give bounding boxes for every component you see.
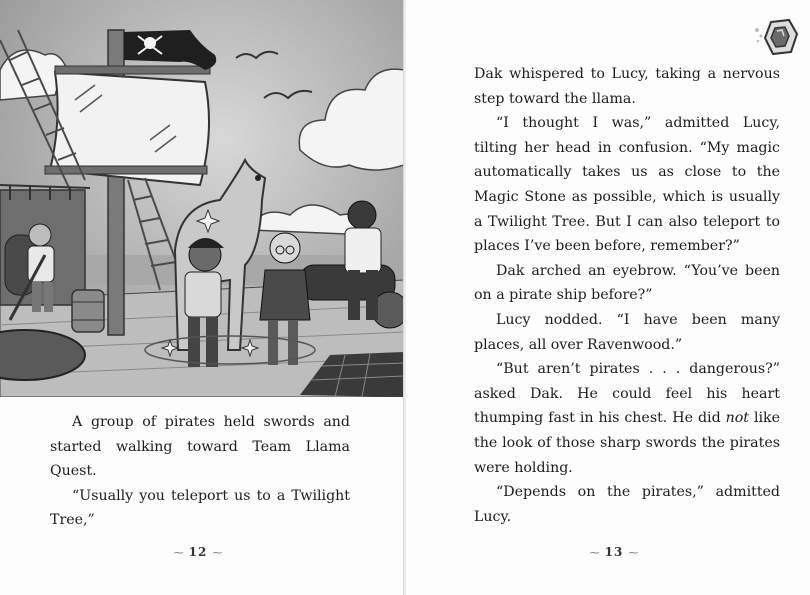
page-number-left (138, 545, 258, 559)
paragraph (474, 357, 780, 480)
paragraph: “Depends on the pirates,” admitted Lucy. (474, 484, 780, 525)
page-number-right (554, 545, 674, 559)
paragraph: Dak arched an eyebrow. “You’ve been on a pirate ship before?” (474, 262, 780, 304)
left-page (0, 0, 404, 595)
page-number-value: 12 (188, 545, 208, 559)
folio-ornament-right-icon: ⁓ (212, 548, 223, 559)
paragraph: “Usually you teleport us to a Twilight Tree,” (50, 487, 350, 529)
paragraph: Lucy nodded. “I have been many places, all over Ravenwood.” (474, 311, 780, 353)
right-page (406, 0, 810, 595)
left-page-text (50, 410, 350, 533)
folio-ornament-right-icon: ⁓ (628, 548, 639, 559)
folio-ornament-left-icon: ⁓ (173, 548, 184, 559)
illustration-art (0, 0, 404, 397)
text-run: “But aren’t pirates . . . dangerous?” asked Dak. He could feel his heart thumping fast in his chest. He did (474, 361, 780, 427)
barrel (72, 290, 104, 332)
paragraph: Dak whispered to Lucy, taking a nervous step toward the llama. (474, 66, 780, 107)
yard-top (55, 66, 210, 74)
page-number-value: 13 (604, 545, 624, 559)
right-page-text (474, 62, 780, 529)
folio-ornament-left-icon: ⁓ (589, 548, 600, 559)
paragraph: “I thought I was,” admitted Lucy, tilting her head in confusion. “My magic automatically takes us as close to the Magic Stone as possible, which is usually a Twilight Tree. But I can also teleport to places I’ve been before, remember?” (474, 115, 780, 255)
emphasis-text: not (725, 410, 749, 427)
pirate-ship-illustration (0, 0, 404, 397)
paragraph: A group of pirates held swords and started walking toward Team Llama Quest. (50, 414, 350, 480)
yard-bottom (45, 166, 207, 174)
magic-stone-gem-icon (753, 16, 803, 60)
text-run: like the look of those sharp swords the pirates were holding. (474, 410, 781, 476)
